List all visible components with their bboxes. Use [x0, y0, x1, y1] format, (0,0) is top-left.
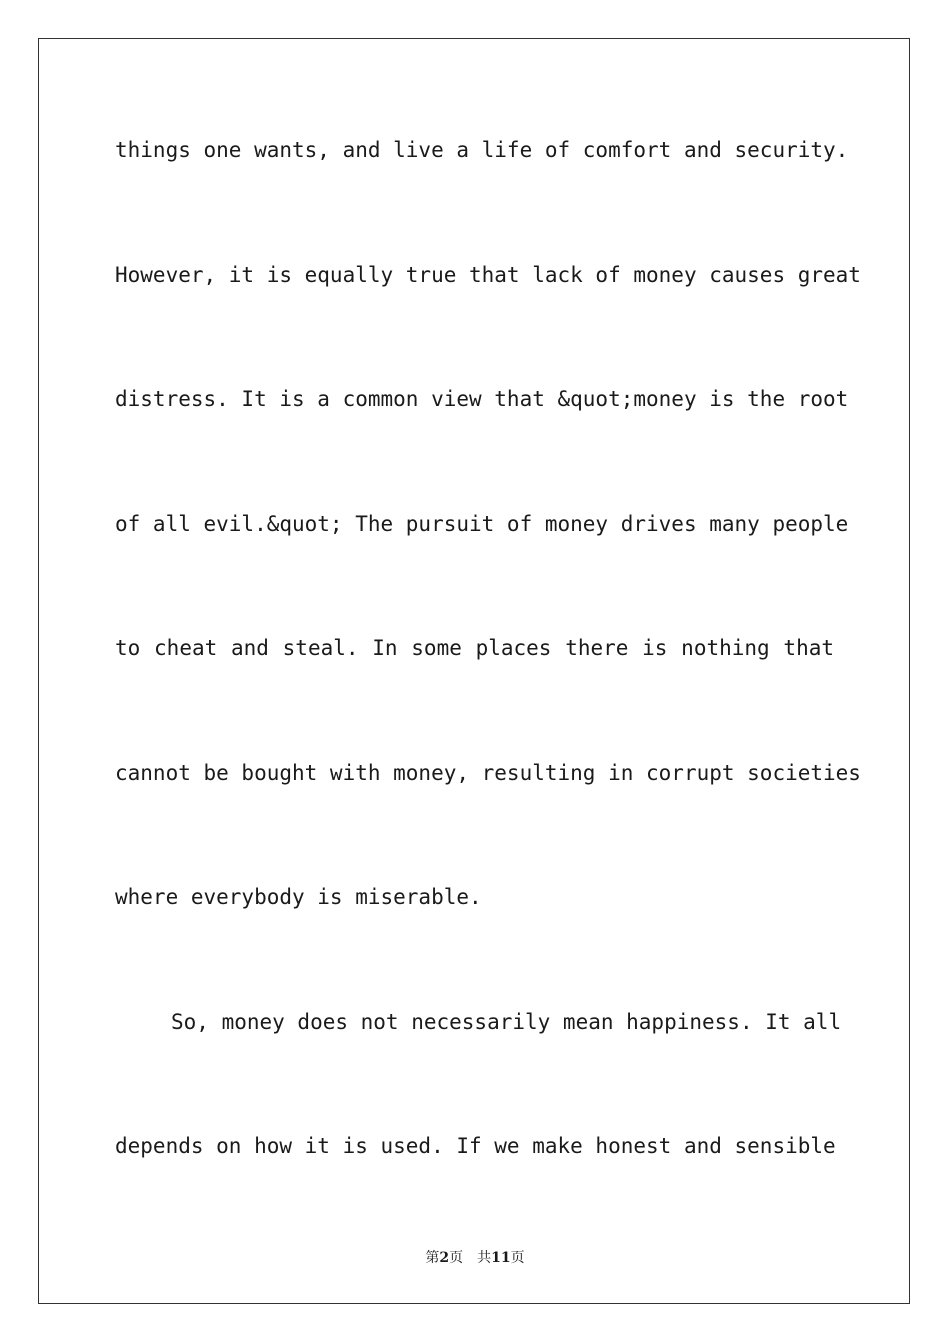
page-footer: [0, 1247, 950, 1267]
text-line: where everybody is miserable.: [115, 885, 482, 909]
text-line: to cheat and steal. In some places there is nothing that: [115, 636, 834, 660]
text-line: cannot be bought with money, resulting in corrupt societies: [115, 761, 861, 785]
text-line: However, it is equally true that lack of money causes great: [115, 263, 861, 287]
page-suffix: 页: [449, 1250, 464, 1266]
total-suffix: 页: [510, 1250, 525, 1266]
paragraph-first-line: So, money does not necessarily mean happiness. It all: [171, 1010, 842, 1034]
text-line: things one wants, and live a life of comfort and security.: [115, 138, 849, 162]
text-line: depends on how it is used. If we make honest and sensible: [115, 1134, 836, 1158]
page-number: 2: [439, 1250, 450, 1266]
page-prefix: 第: [425, 1250, 440, 1266]
total-pages: 11: [491, 1250, 511, 1266]
text-line: distress. It is a common view that &quot;money is the root: [115, 387, 849, 411]
total-prefix: 共: [477, 1250, 492, 1266]
text-line: of all evil.&quot; The pursuit of money drives many people: [115, 512, 849, 536]
page-border: [38, 38, 910, 1304]
